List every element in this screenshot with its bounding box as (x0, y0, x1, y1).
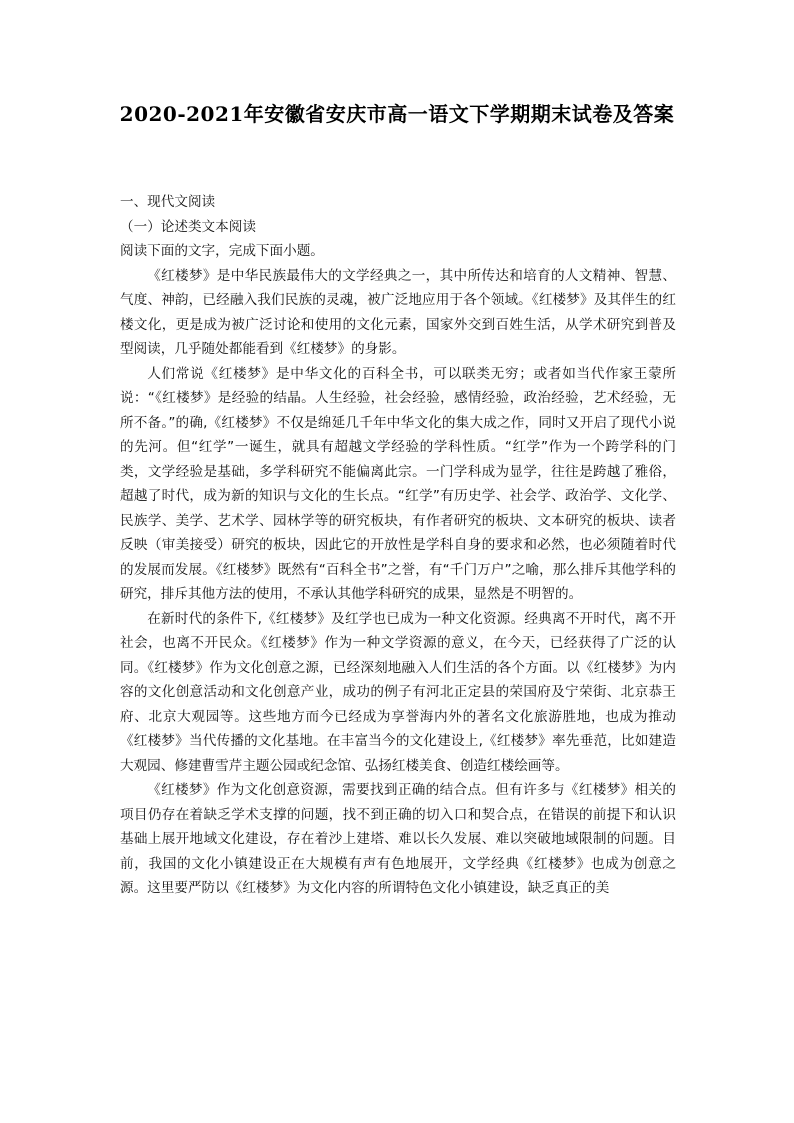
paragraph-4: 《红楼梦》作为文化创意资源，需要找到正确的结合点。但有许多与《红楼梦》相关的项目仍存在着缺乏学术支撑的问题，找不到正确的切入口和契合点，在错误的前提下和认识基础上展开地域文化建设，存在着沙上建塔、难以长久发展、难以突破地域限制的问题。目前，我国的文化小镇建设正在大规模有声有色地展开，文学经典《红楼梦》也成为创意之源。这里要严防以《红楼梦》为文化内容的所谓特色文化小镇建设，缺乏真正的美 (120, 782, 676, 896)
document-title: 2020-2021年安徽省安庆市高一语文下学期期末试卷及答案 (119, 102, 675, 126)
document-body (120, 190, 676, 901)
subsection-heading: （一）论述类文本阅读 (120, 218, 256, 235)
paragraph-2: 人们常说《红楼梦》是中华文化的百科全书，可以联类无穷；或者如当代作家王蒙所说：“《红楼梦》是经验的结晶。人生经验，社会经验，感情经验，政治经验，艺术经验，无所不备。”的确,《红楼梦》不仅是绵延几千年中华文化的集大成之作，同时又开启了现代小说的先河。但“红学”一诞生，就具有超越文学经验的学科性质。“红学”作为一个跨学科的门类，文学经验是基础，多学科研究不能偏离此宗。一门学科成为显学，往往是跨越了雅俗，超越了时代，成为新的知识与文化的生长点。“红学”有历史学、社会学、政治学、文化学、民族学、美学、艺术学、园林学等的研究板块，有作者研究的板块、文本研究的板块、读者反映（审美接受）研究的板块，因此它的开放性是学科自身的要求和必然，也必须随着时代的发展而发展。《红楼梦》既然有“百科全书”之誉，有“千门万户”之喻，那么排斥其他学科的研究，排斥其他方法的使用，不承认其他学科研究的成果，显然是不明智的。 (120, 365, 676, 602)
section-heading: 一、现代文阅读 (120, 194, 216, 210)
paragraph-3: 在新时代的条件下,《红楼梦》及红学也已成为一种文化资源。经典离不开时代，离不开社会，也离不开民众。《红楼梦》作为一种文学资源的意义，在今天，已经获得了广泛的认同。《红楼梦》作为文化创意之源，已经深刻地融入人们生活的各个方面。以《红楼梦》为内容的文化创意活动和文化创意产业，成功的例子有河北正定县的荣国府及宁荣街、北京恭王府、北京大观园等。这些地方而今已经成为享誉海内外的著名文化旅游胜地，也成为推动《红楼梦》当代传播的文化基地。在丰富当今的文化建设上,《红楼梦》率先垂范，比如建造大观园、修建曹雪芹主题公园或纪念馆、弘扬红楼美食、创造红楼绘画等。 (120, 610, 676, 774)
reading-instruction: 阅读下面的文字，完成下面小题。 (120, 243, 324, 259)
paragraph-1: 《红楼梦》是中华民族最伟大的文学经典之一，其中所传达和培育的人文精神、智慧、气度、神韵，已经融入我们民族的灵魂，被广泛地应用于各个领域。《红楼梦》及其伴生的红楼文化，更是成为被广泛讨论和使用的文化元素，国家外交到百姓生活，从学术研究到普及型阅读，几乎随处都能看到《红楼梦》的身影。 (120, 267, 676, 357)
